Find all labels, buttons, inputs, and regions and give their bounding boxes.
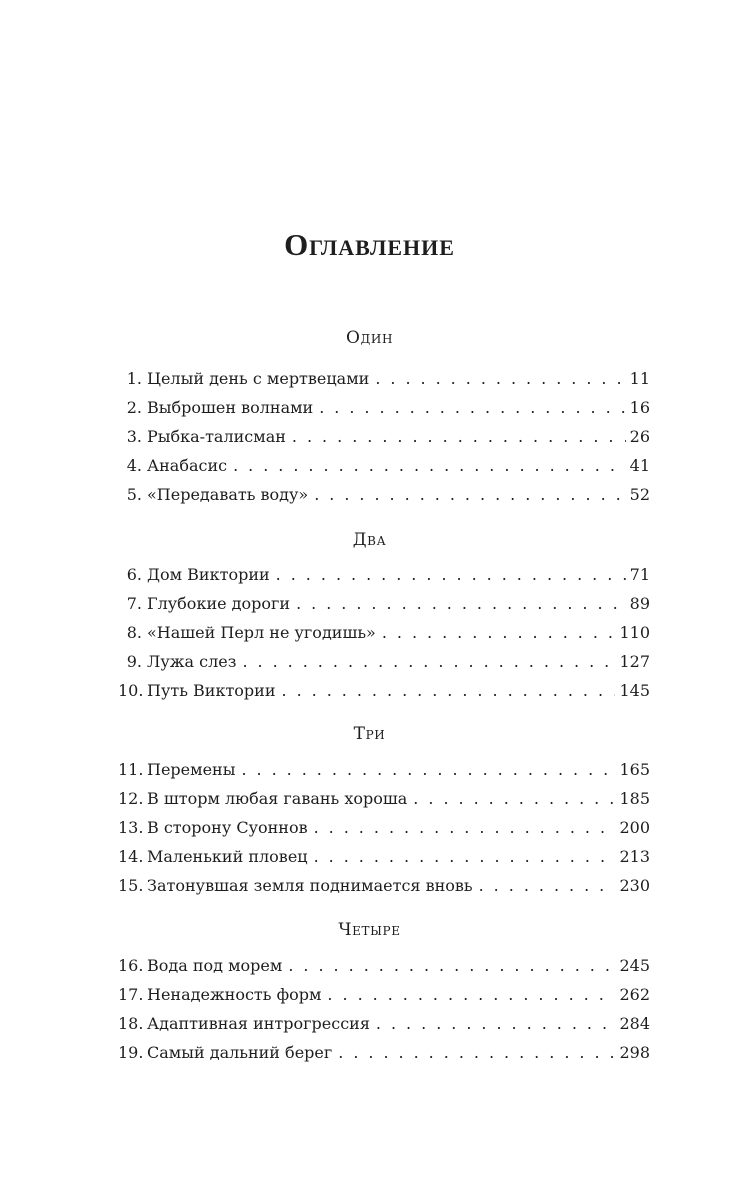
entry-title: Перемены bbox=[147, 760, 236, 779]
entry-title: В сторону Суоннов bbox=[147, 818, 308, 837]
toc-entry[interactable] bbox=[118, 983, 650, 1007]
entry-number: 13. bbox=[118, 818, 144, 837]
toc-entry[interactable] bbox=[118, 454, 650, 478]
toc-entry[interactable] bbox=[118, 1041, 650, 1065]
entry-number: 17. bbox=[118, 985, 144, 1004]
dot-leader bbox=[407, 787, 615, 811]
entry-title: Затонувшая земля поднимается вновь bbox=[147, 876, 473, 895]
entry-page-number: 16 bbox=[629, 398, 650, 417]
toc-entry[interactable] bbox=[118, 787, 650, 811]
toc-entry[interactable] bbox=[118, 679, 650, 703]
entry-title: Маленький пловец bbox=[147, 847, 308, 866]
toc-entry[interactable] bbox=[118, 845, 650, 869]
entry-title: Рыбка-талисман bbox=[147, 427, 286, 446]
toc-entry[interactable] bbox=[118, 425, 650, 449]
entry-number: 7. bbox=[126, 594, 142, 613]
section-heading-one: Один bbox=[345, 328, 394, 348]
entry-page-number: 89 bbox=[629, 594, 650, 613]
entry-number: 11. bbox=[118, 760, 144, 779]
entry-title: Анабасис bbox=[147, 456, 228, 475]
entry-title: Целый день с мертвецами bbox=[147, 369, 370, 388]
toc-entry[interactable] bbox=[118, 621, 650, 645]
entry-page-number: 11 bbox=[629, 369, 650, 388]
entry-page-number: 262 bbox=[619, 985, 650, 1004]
toc-entry[interactable] bbox=[118, 367, 650, 391]
dot-leader bbox=[290, 592, 626, 616]
entry-title: Лужа слез bbox=[147, 652, 237, 671]
dot-leader bbox=[236, 650, 615, 674]
entry-page-number: 26 bbox=[629, 427, 650, 446]
dot-leader bbox=[286, 425, 626, 449]
section-heading-three: Три bbox=[353, 724, 386, 744]
dot-leader bbox=[282, 954, 615, 978]
entry-title: Выброшен волнами bbox=[147, 398, 314, 417]
dot-leader bbox=[321, 983, 615, 1007]
entry-title: Путь Виктории bbox=[147, 681, 276, 700]
entry-title: В шторм любая гавань хороша bbox=[147, 789, 408, 808]
entry-number: 1. bbox=[126, 369, 142, 388]
entry-number: 12. bbox=[118, 789, 144, 808]
toc-entry[interactable] bbox=[118, 483, 650, 507]
section-heading-four: Четыре bbox=[338, 920, 401, 940]
entry-title: Глубокие дороги bbox=[147, 594, 291, 613]
entry-number: 5. bbox=[126, 485, 142, 504]
dot-leader bbox=[473, 874, 616, 898]
toc-entry[interactable] bbox=[118, 874, 650, 898]
dot-leader bbox=[332, 1041, 615, 1065]
toc-entry[interactable] bbox=[118, 592, 650, 616]
toc-entry[interactable] bbox=[118, 816, 650, 840]
dot-leader bbox=[369, 367, 625, 391]
entry-number: 3. bbox=[126, 427, 142, 446]
entry-page-number: 245 bbox=[619, 956, 650, 975]
toc-entry[interactable] bbox=[118, 1012, 650, 1036]
dot-leader bbox=[235, 758, 615, 782]
toc-entry[interactable] bbox=[118, 396, 650, 420]
dot-leader bbox=[308, 816, 616, 840]
toc-entry[interactable] bbox=[118, 758, 650, 782]
entry-number: 8. bbox=[126, 623, 142, 642]
entry-page-number: 185 bbox=[619, 789, 650, 808]
entry-page-number: 230 bbox=[619, 876, 650, 895]
entry-number: 9. bbox=[126, 652, 142, 671]
entry-title: Адаптивная интрогрессия bbox=[147, 1014, 370, 1033]
entry-title: Вода под морем bbox=[147, 956, 283, 975]
entry-number: 19. bbox=[118, 1043, 144, 1062]
entry-title: «Передавать воду» bbox=[147, 485, 309, 504]
entry-page-number: 41 bbox=[629, 456, 650, 475]
entry-number: 2. bbox=[126, 398, 142, 417]
entry-title: Дом Виктории bbox=[147, 565, 270, 584]
dot-leader bbox=[308, 483, 625, 507]
entry-number: 16. bbox=[118, 956, 144, 975]
entry-page-number: 71 bbox=[629, 565, 650, 584]
entry-number: 14. bbox=[118, 847, 144, 866]
entry-title: «Нашей Перл не угодишь» bbox=[147, 623, 376, 642]
dot-leader bbox=[270, 563, 626, 587]
dot-leader bbox=[276, 679, 616, 703]
entry-number: 15. bbox=[118, 876, 144, 895]
page-title: Оглавление bbox=[284, 226, 455, 262]
entry-number: 18. bbox=[118, 1014, 144, 1033]
entry-page-number: 284 bbox=[619, 1014, 650, 1033]
toc-entry[interactable] bbox=[118, 650, 650, 674]
entry-title: Самый дальний берег bbox=[147, 1043, 333, 1062]
toc-entry[interactable] bbox=[118, 954, 650, 978]
entry-title: Ненадежность форм bbox=[147, 985, 322, 1004]
entry-page-number: 145 bbox=[619, 681, 650, 700]
dot-leader bbox=[370, 1012, 616, 1036]
entry-number: 10. bbox=[118, 681, 144, 700]
entry-page-number: 110 bbox=[619, 623, 650, 642]
entry-number: 4. bbox=[126, 456, 142, 475]
entry-page-number: 165 bbox=[619, 760, 650, 779]
entry-page-number: 200 bbox=[619, 818, 650, 837]
entry-page-number: 52 bbox=[629, 485, 650, 504]
toc-entry[interactable] bbox=[118, 563, 650, 587]
entry-number: 6. bbox=[126, 565, 142, 584]
section-heading-two: Два bbox=[352, 530, 387, 550]
entry-page-number: 127 bbox=[619, 652, 650, 671]
entry-page-number: 213 bbox=[619, 847, 650, 866]
entry-page-number: 298 bbox=[619, 1043, 650, 1062]
dot-leader bbox=[308, 845, 616, 869]
dot-leader bbox=[376, 621, 616, 645]
dot-leader bbox=[227, 454, 626, 478]
dot-leader bbox=[313, 396, 625, 420]
